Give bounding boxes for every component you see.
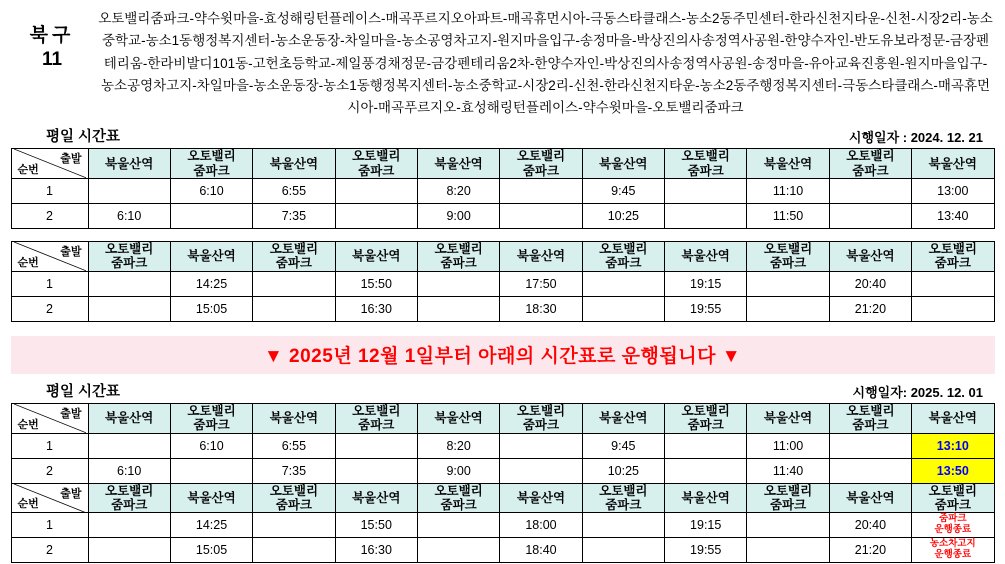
- time-cell: [88, 296, 170, 321]
- column-header: 북울산역: [829, 242, 911, 272]
- time-cell: [170, 458, 252, 483]
- time-cell: 13:40: [912, 204, 994, 229]
- time-cell: [335, 179, 417, 204]
- current-timetable-bottom: [11, 241, 995, 322]
- time-cell: [747, 513, 829, 538]
- time-cell: [912, 513, 994, 538]
- route-description: 오토밸리줌파크-약수윗마을-효성해링턴플레이스-매곡푸르지오아파트-매곡휴먼시아-극동스타클래스-농소2동주민센터-한라신천지타운-신천-시장2리-농소중학교-농소1동행정복지센터-농소운동장-차일마을-농소공영차고지-원지마을입구-송정마을-박상진의사송정역사공원-한양수자인-반도유보라정문-금장펜테리움-한라비발디101동-고헌초등학교-제일풍경채정문-금강펜테리움2차-한양수자인-박상진의사송정역사공원-송정마을-유아교육진흥원-원지마을입구-농소공영차고지-차일마을-농소운동장-농소1동행정복지센터-농소중학교-시장2리-신천-한라신천지타운-농소2동주행정복지센터-극동스타클래스-매곡휴먼시아-매곡푸르지오-효성해링턴플레이스-약수윗마을-오토밸리줌파크: [98, 11, 993, 116]
- time-cell: 20:40: [829, 271, 911, 296]
- corner-label-sequence: 순번: [17, 164, 39, 177]
- time-cell: 15:05: [170, 538, 252, 563]
- row-sequence: 2: [11, 204, 88, 229]
- route-number: 11: [41, 48, 63, 70]
- column-header: 북울산역: [335, 483, 417, 513]
- new-schedule-title: 평일 시간표: [46, 383, 121, 400]
- time-cell: [88, 513, 170, 538]
- column-header: 북울산역: [582, 403, 664, 433]
- table-row: [11, 179, 994, 204]
- table-header-row: [11, 149, 994, 179]
- time-cell: [912, 271, 994, 296]
- time-cell: [829, 179, 911, 204]
- column-header: 오토밸리 줌파크: [500, 403, 582, 433]
- time-cell: 9:00: [417, 204, 499, 229]
- new-timetable: [11, 403, 995, 564]
- table-row: [11, 204, 994, 229]
- time-cell: [829, 204, 911, 229]
- time-cell: 9:45: [582, 179, 664, 204]
- column-header: 오토밸리 줌파크: [665, 403, 747, 433]
- time-cell: 6:10: [88, 204, 170, 229]
- column-header: 오토밸리 줌파크: [665, 149, 747, 179]
- time-cell: 10:25: [582, 204, 664, 229]
- column-header: 북울산역: [335, 242, 417, 272]
- column-header: 북울산역: [500, 242, 582, 272]
- time-cell: 10:25: [582, 458, 664, 483]
- column-header: 오토밸리 줌파크: [829, 149, 911, 179]
- column-header: 오토밸리 줌파크: [912, 483, 994, 513]
- table-header-row: [11, 242, 994, 272]
- time-cell: 19:55: [665, 296, 747, 321]
- time-cell: 14:25: [170, 513, 252, 538]
- corner-label-sequence: 순번: [17, 498, 39, 511]
- table-corner-cell: [11, 149, 88, 179]
- corner-label-departure: 출발: [60, 246, 82, 259]
- column-header: 오토밸리 줌파크: [88, 483, 170, 513]
- time-cell: [582, 513, 664, 538]
- time-cell: 6:10: [170, 179, 252, 204]
- time-cell: 14:25: [170, 271, 252, 296]
- corner-label-sequence: 순번: [17, 256, 39, 269]
- time-cell: [747, 538, 829, 563]
- column-header: 북울산역: [88, 149, 170, 179]
- time-cell: 11:10: [747, 179, 829, 204]
- time-cell: [500, 433, 582, 458]
- time-cell: [829, 433, 911, 458]
- time-cell: 9:45: [582, 433, 664, 458]
- time-cell: [335, 204, 417, 229]
- time-cell: 15:50: [335, 513, 417, 538]
- column-header: 오토밸리 줌파크: [253, 483, 335, 513]
- time-cell: 11:00: [747, 433, 829, 458]
- column-header: 오토밸리 줌파크: [417, 483, 499, 513]
- column-header: 북울산역: [912, 403, 994, 433]
- table-row: [11, 513, 994, 538]
- time-cell: [417, 296, 499, 321]
- column-header: 오토밸리 줌파크: [829, 403, 911, 433]
- table-header-row: [11, 483, 994, 513]
- time-cell: 13:10: [912, 433, 994, 458]
- time-cell: 21:20: [829, 296, 911, 321]
- time-cell: [417, 513, 499, 538]
- time-cell: [253, 271, 335, 296]
- time-cell: [253, 538, 335, 563]
- time-cell: 8:20: [417, 433, 499, 458]
- current-timetable-top: [11, 148, 995, 229]
- time-cell: 15:50: [335, 271, 417, 296]
- column-header: 북울산역: [253, 403, 335, 433]
- column-header: 북울산역: [747, 403, 829, 433]
- time-cell: [582, 538, 664, 563]
- time-cell: [747, 271, 829, 296]
- column-header: 오토밸리 줌파크: [582, 483, 664, 513]
- column-header: 오토밸리 줌파크: [88, 242, 170, 272]
- column-header: 북울산역: [253, 149, 335, 179]
- column-header: 북울산역: [665, 242, 747, 272]
- column-header: 오토밸리 줌파크: [582, 242, 664, 272]
- time-cell: [665, 204, 747, 229]
- column-header: 북울산역: [912, 149, 994, 179]
- table-row: [11, 433, 994, 458]
- column-header: 오토밸리 줌파크: [747, 242, 829, 272]
- time-cell: [88, 433, 170, 458]
- column-header: 북울산역: [417, 403, 499, 433]
- route-header: [0, 0, 1005, 119]
- time-cell: 18:30: [500, 296, 582, 321]
- column-header: 오토밸리 줌파크: [912, 242, 994, 272]
- time-cell: 7:35: [253, 458, 335, 483]
- column-header: 북울산역: [500, 483, 582, 513]
- route-district: 북구: [29, 25, 75, 46]
- time-cell: [500, 179, 582, 204]
- table-corner-cell: [11, 403, 88, 433]
- time-cell: [88, 538, 170, 563]
- time-cell: [335, 458, 417, 483]
- time-cell: 16:30: [335, 538, 417, 563]
- column-header: 북울산역: [417, 149, 499, 179]
- column-header: 북울산역: [829, 483, 911, 513]
- time-cell: 6:55: [253, 179, 335, 204]
- time-cell: [500, 458, 582, 483]
- column-header: 북울산역: [88, 403, 170, 433]
- column-header: 북울산역: [582, 149, 664, 179]
- time-cell: 6:10: [170, 433, 252, 458]
- time-cell: [747, 296, 829, 321]
- column-header: 오토밸리 줌파크: [335, 403, 417, 433]
- column-header: 오토밸리 줌파크: [170, 149, 252, 179]
- time-cell: [417, 538, 499, 563]
- time-cell: 11:50: [747, 204, 829, 229]
- column-header: 북울산역: [665, 483, 747, 513]
- time-cell: 18:00: [500, 513, 582, 538]
- row-note: 농소차고지 운행종료: [929, 538, 976, 561]
- time-cell: 19:55: [665, 538, 747, 563]
- time-cell: [88, 271, 170, 296]
- time-cell: [665, 433, 747, 458]
- time-cell: [335, 433, 417, 458]
- time-cell: 9:00: [417, 458, 499, 483]
- column-header: 북울산역: [747, 149, 829, 179]
- row-note: 줌파크 운행종료: [934, 513, 972, 536]
- table-corner-cell: [11, 483, 88, 513]
- row-sequence: 2: [11, 458, 88, 483]
- row-sequence: 1: [11, 179, 88, 204]
- new-schedule-banner: ▼ 2025년 12월 1일부터 아래의 시간표로 운행됩니다 ▼: [11, 336, 995, 374]
- current-effective-date: 시행일자 : 2024. 12. 21: [848, 130, 983, 146]
- table-row: [11, 538, 994, 563]
- time-cell: 6:55: [253, 433, 335, 458]
- corner-label-departure: 출발: [60, 487, 82, 500]
- time-cell: 6:10: [88, 458, 170, 483]
- table-header-row: [11, 403, 994, 433]
- time-cell: 13:50: [912, 458, 994, 483]
- time-cell: [665, 179, 747, 204]
- time-cell: 18:40: [500, 538, 582, 563]
- column-header: 오토밸리 줌파크: [747, 483, 829, 513]
- row-sequence: 1: [11, 271, 88, 296]
- time-cell: 19:15: [665, 271, 747, 296]
- table-row: [11, 296, 994, 321]
- time-cell: [253, 296, 335, 321]
- corner-label-departure: 출발: [60, 153, 82, 166]
- table-row: [11, 271, 994, 296]
- time-cell: 15:05: [170, 296, 252, 321]
- time-cell: 17:50: [500, 271, 582, 296]
- column-header: 북울산역: [170, 242, 252, 272]
- column-header: 오토밸리 줌파크: [253, 242, 335, 272]
- time-cell: [665, 458, 747, 483]
- time-cell: 7:35: [253, 204, 335, 229]
- new-schedule-title-row: [0, 380, 1005, 403]
- row-sequence: 1: [11, 433, 88, 458]
- table-corner-cell: [11, 242, 88, 272]
- current-schedule-title: 평일 시간표: [46, 129, 121, 146]
- time-cell: [500, 204, 582, 229]
- time-cell: 11:40: [747, 458, 829, 483]
- corner-label-departure: 출발: [60, 407, 82, 420]
- time-cell: 21:20: [829, 538, 911, 563]
- time-cell: 19:15: [665, 513, 747, 538]
- time-cell: [829, 458, 911, 483]
- column-header: 오토밸리 줌파크: [500, 149, 582, 179]
- row-sequence: 1: [11, 513, 88, 538]
- time-cell: 8:20: [417, 179, 499, 204]
- time-cell: 16:30: [335, 296, 417, 321]
- time-cell: [582, 271, 664, 296]
- corner-label-sequence: 순번: [17, 418, 39, 431]
- time-cell: [912, 538, 994, 563]
- table-row: [11, 458, 994, 483]
- time-cell: [88, 179, 170, 204]
- column-header: 오토밸리 줌파크: [335, 149, 417, 179]
- column-header: 오토밸리 줌파크: [417, 242, 499, 272]
- time-cell: 20:40: [829, 513, 911, 538]
- time-cell: 13:00: [912, 179, 994, 204]
- time-cell: [912, 296, 994, 321]
- time-cell: [417, 271, 499, 296]
- column-header: 북울산역: [170, 483, 252, 513]
- new-effective-date: 시행일자: 2025. 12. 01: [852, 384, 983, 400]
- row-sequence: 2: [11, 296, 88, 321]
- row-sequence: 2: [11, 538, 88, 563]
- time-cell: [170, 204, 252, 229]
- time-cell: [582, 296, 664, 321]
- column-header: 오토밸리 줌파크: [170, 403, 252, 433]
- current-schedule-title-row: [0, 125, 1005, 148]
- time-cell: [253, 513, 335, 538]
- route-badge: [6, 8, 98, 72]
